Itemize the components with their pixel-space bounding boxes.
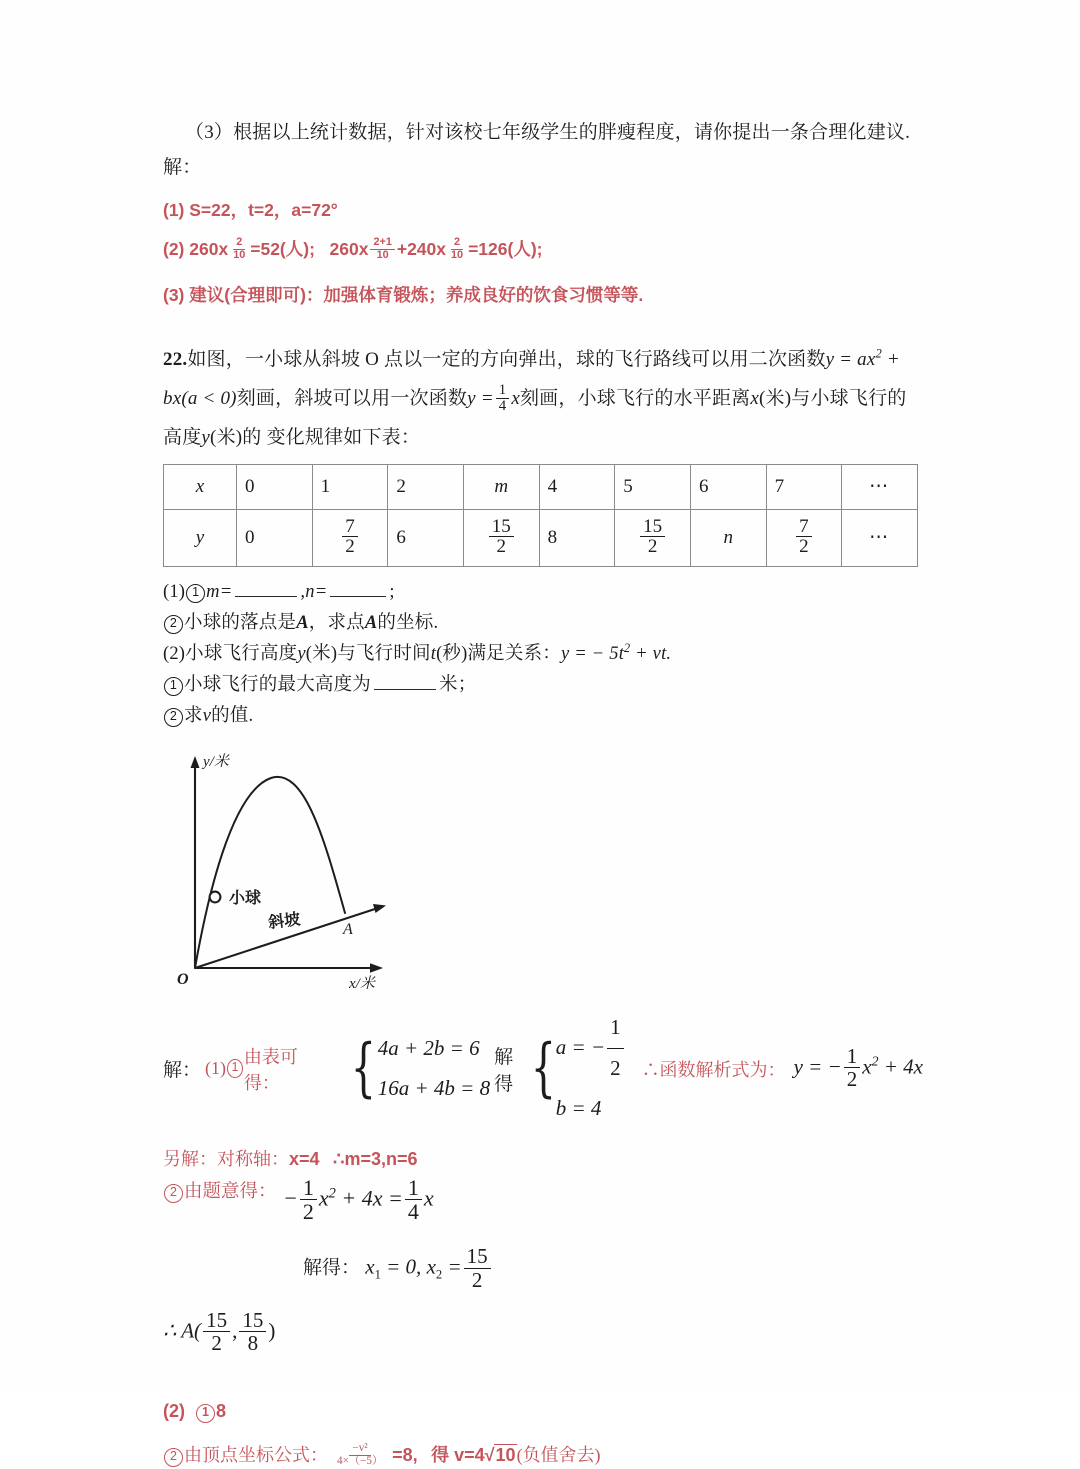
solution-line-1 bbox=[163, 1009, 923, 1130]
cell-x-2: 2 bbox=[388, 464, 464, 509]
sub-1-end: ; bbox=[389, 581, 395, 602]
function-expression bbox=[794, 1046, 923, 1091]
y-axis-label: y/米 bbox=[203, 753, 229, 770]
slope-fraction: $\frac{1}{4}$ bbox=[496, 383, 510, 415]
n-equals: ,n= bbox=[300, 581, 328, 602]
problem-22-formula-1: y = ax bbox=[825, 349, 876, 371]
sub-2-text-b: (米)与飞行时间 bbox=[305, 644, 431, 665]
sub-2-formula-tail: + vt. bbox=[630, 644, 672, 665]
vertex-formula-fraction: $\frac{\text{−v²}}{4\times(-5)}$ bbox=[337, 1442, 384, 1468]
answer-line-2 bbox=[163, 236, 923, 262]
cell-x-4: 4 bbox=[539, 464, 615, 509]
solution-3-prefix: (2) bbox=[163, 1400, 185, 1421]
result-a-lhs: a = − bbox=[555, 1034, 606, 1059]
cell-y-5 bbox=[615, 509, 691, 566]
cell-y-3 bbox=[463, 509, 539, 566]
sub-2-2-text-a: 求 bbox=[184, 705, 203, 726]
parabola-trajectory bbox=[195, 777, 345, 968]
answer-line-3: (3) 建议(合理即可)：加强体育锻炼；养成良好的饮食习惯等等. bbox=[163, 285, 644, 306]
sub-2-formula: y = − 5t bbox=[560, 644, 625, 665]
solution-label: 解： bbox=[163, 157, 202, 179]
cell-y-1 bbox=[312, 509, 388, 566]
alt-axis-value: x=4 bbox=[289, 1149, 320, 1170]
point-a-ref2: A bbox=[364, 612, 378, 633]
answer2-end: =126(人); bbox=[468, 238, 543, 259]
blank-m[interactable] bbox=[235, 580, 297, 597]
eq2-x1-sub: 1 bbox=[374, 1268, 381, 1283]
answer2-second: 260x bbox=[329, 238, 369, 259]
cell-x-6: 6 bbox=[690, 464, 766, 509]
solution-circled-1-icon-c: 1 bbox=[196, 1404, 215, 1423]
problem-number: 22. bbox=[163, 349, 188, 371]
cell-x-1: 1 bbox=[312, 464, 388, 509]
solution-circled-2-icon: 2 bbox=[164, 1184, 183, 1203]
system-equations bbox=[378, 1029, 490, 1109]
alt-label: 另解：对称轴： bbox=[163, 1149, 289, 1170]
var-x: x bbox=[750, 388, 760, 410]
subquestion-2 bbox=[163, 638, 923, 670]
table-row-y bbox=[164, 509, 918, 566]
v-result-prefix: 得 v=4 bbox=[431, 1444, 485, 1465]
alt-mn-values: ∴m=3,n=6 bbox=[333, 1149, 418, 1170]
cell-x-3: m bbox=[463, 464, 539, 509]
sub-questions bbox=[163, 577, 923, 732]
fraction-1-2-func: $\frac{1}{2}$ bbox=[844, 1045, 861, 1090]
answer2-fraction-1: $\frac{2}{10}$ bbox=[233, 236, 246, 261]
cell-x-0: 0 bbox=[237, 464, 313, 509]
figure-svg bbox=[173, 750, 593, 990]
point-a-fraction-x: $\frac{15}{2}$ bbox=[203, 1309, 230, 1354]
cell-y-0: 0 bbox=[237, 509, 313, 566]
func-lhs: y = − bbox=[793, 1054, 842, 1079]
circled-1-icon-b: 1 bbox=[164, 677, 183, 696]
eq1-minus: − bbox=[283, 1185, 298, 1211]
system-eq-1: 4a + 2b = 6 bbox=[377, 1036, 480, 1061]
problem-22-line2a: 刻画，斜坡可以用一次函数 bbox=[236, 388, 468, 410]
cell-y-7 bbox=[766, 509, 842, 566]
formula-1-tail: + bbox=[881, 349, 900, 371]
solution-2-part-2 bbox=[163, 1441, 923, 1469]
sub-2-var-t: t bbox=[430, 644, 437, 665]
problem-22-line2b: 刻画，小球飞行的水平距离 bbox=[519, 388, 751, 410]
sub-2-2-var-v: v bbox=[202, 705, 212, 726]
point-a-label: A bbox=[343, 920, 353, 938]
sub-2-text-a: (2)小球飞行高度 bbox=[163, 644, 298, 665]
equation-line-1 bbox=[283, 1177, 923, 1224]
problem-22-line3a: 高度 bbox=[163, 427, 202, 448]
answer2-fraction-2: $\frac{2+1}{10}$ bbox=[370, 237, 394, 261]
ball-marker-icon bbox=[210, 891, 221, 902]
answer-line-1: (1) S=22，t=2，a=72° bbox=[163, 199, 338, 220]
sub-2-var-y: y bbox=[297, 644, 306, 665]
sub-2-2-text-b: 的值. bbox=[211, 705, 254, 726]
answer2-fraction-3: $\frac{2}{10}$ bbox=[451, 236, 464, 261]
problem-22-formula-3: y = bbox=[467, 388, 494, 410]
circled-2-icon-b: 2 bbox=[164, 708, 183, 727]
point-a-suffix: ) bbox=[268, 1317, 276, 1342]
solution-circled-1-icon: 1 bbox=[227, 1059, 243, 1078]
sub-2-text-c: (秒)满足关系： bbox=[436, 644, 561, 665]
eq2-equals: = bbox=[442, 1254, 462, 1279]
cell-y-8: ⋯ bbox=[842, 509, 918, 566]
system-brace-left: { bbox=[350, 1031, 377, 1106]
problem-22-statement bbox=[163, 341, 923, 458]
m-equals: m= bbox=[206, 581, 233, 602]
eq2-x2: x bbox=[426, 1254, 436, 1279]
vertex-formula-equals: =8, bbox=[392, 1444, 418, 1465]
question-3-prompt: （3）根据以上统计数据，针对该校七年级学生的胖瘦程度，请你提出一条合理化建议. bbox=[185, 122, 911, 143]
slope-arrowhead bbox=[373, 904, 386, 913]
subquestion-2-2 bbox=[163, 701, 923, 732]
value-table bbox=[163, 464, 918, 567]
x-axis-arrowhead bbox=[370, 963, 383, 973]
problem-22-formula-2: bx(a < 0) bbox=[163, 388, 237, 410]
cell-x-7: 7 bbox=[766, 464, 842, 509]
circled-2-icon: 2 bbox=[164, 615, 183, 634]
x-axis-label: x/米 bbox=[349, 975, 375, 990]
subquestion-1-1 bbox=[163, 577, 923, 608]
cell-x-5: 5 bbox=[615, 464, 691, 509]
cell-y-2: 6 bbox=[388, 509, 464, 566]
subquestion-1-2 bbox=[163, 608, 923, 639]
answer2-mid: =52(人); bbox=[250, 238, 315, 259]
formula-3-tail: x bbox=[511, 388, 520, 410]
therefore-text: ∴函数解析式为： bbox=[641, 1059, 786, 1080]
fraction-1-2: $\frac{1}{2}$ bbox=[607, 1008, 624, 1089]
system-result-b: b = 4 bbox=[555, 1096, 602, 1121]
blank-n[interactable] bbox=[330, 580, 386, 597]
sub-1-2-text-b: ，求点 bbox=[308, 612, 365, 633]
eq1-exponent: 2 bbox=[328, 1185, 336, 1202]
sub-1-2-text-c: 的坐标. bbox=[377, 612, 439, 633]
fraction-7-2-b: $\frac{7}{2}$ bbox=[796, 517, 812, 558]
system-brace-right: { bbox=[530, 1031, 556, 1106]
row-label-x: x bbox=[164, 464, 237, 509]
equation-line-2 bbox=[303, 1246, 923, 1291]
problem-22-line1: 如图，一小球从斜坡 O 点以一定的方向弹出，球的飞行路线可以用二次函数 bbox=[187, 349, 826, 371]
solution-circled-2-icon-c: 2 bbox=[164, 1448, 183, 1467]
eq1-fraction-1-4: $\frac{1}{4}$ bbox=[405, 1176, 422, 1223]
table-row-x bbox=[164, 464, 918, 509]
circled-1-icon: 1 bbox=[186, 584, 205, 603]
func-x: x bbox=[862, 1054, 872, 1079]
slope-label: 斜坡 bbox=[267, 910, 302, 932]
cell-y-6: n bbox=[690, 509, 766, 566]
sub-1-prefix: (1) bbox=[163, 581, 186, 602]
cell-x-8: ⋯ bbox=[842, 464, 918, 509]
point-a-fraction-y: $\frac{15}{8}$ bbox=[239, 1309, 266, 1354]
jiede-label: 解得 bbox=[494, 1046, 514, 1095]
eq1-fraction-1-2: $\frac{1}{2}$ bbox=[300, 1176, 317, 1223]
page-content bbox=[163, 0, 923, 1469]
blank-max-height[interactable] bbox=[374, 673, 436, 690]
solution-lead: 解： bbox=[163, 1060, 202, 1082]
point-a-ref1: A bbox=[296, 612, 309, 633]
sub-2-formula-exponent: 2 bbox=[624, 641, 631, 656]
problem-22-line2c: (米)与小球飞行的 bbox=[759, 388, 907, 410]
sub-1-2-text-a: 小球的落点是 bbox=[184, 612, 297, 633]
solution-2-part-1 bbox=[163, 1401, 923, 1423]
row-label-y: y bbox=[164, 509, 237, 566]
fraction-15-2-b: $\frac{15}{2}$ bbox=[640, 517, 665, 558]
solution-3-value: 8 bbox=[216, 1400, 227, 1421]
eq2-fraction-15-2: $\frac{15}{2}$ bbox=[464, 1245, 491, 1290]
subquestion-2-1 bbox=[163, 670, 923, 701]
origin-label: O bbox=[177, 970, 189, 988]
cell-y-4: 8 bbox=[539, 509, 615, 566]
sqrt-icon: √10 bbox=[484, 1444, 516, 1465]
point-a-comma: , bbox=[232, 1317, 238, 1342]
sub-2-1-text-a: 小球飞行的最大高度为 bbox=[184, 675, 372, 696]
solution-4-text: 由顶点坐标公式： bbox=[184, 1444, 328, 1465]
point-a-result bbox=[163, 1307, 923, 1355]
var-y: y bbox=[201, 427, 211, 448]
func-exponent: 2 bbox=[871, 1053, 879, 1069]
sub-2-1-text-b: 米； bbox=[439, 675, 477, 696]
problem-22-line3b: (米)的 变化规律如下表： bbox=[210, 427, 421, 448]
system-results bbox=[556, 1009, 626, 1130]
alternative-solution-line bbox=[163, 1145, 923, 1171]
fraction-15-2-a: $\frac{15}{2}$ bbox=[489, 517, 514, 558]
system-eq-2: 16a + 4b = 8 bbox=[377, 1075, 491, 1100]
v-result-suffix: (负值舍去) bbox=[516, 1444, 601, 1465]
problem-figure bbox=[173, 750, 923, 995]
eq2-mid: = 0, bbox=[380, 1254, 427, 1279]
eq1-x: x bbox=[318, 1185, 329, 1211]
y-axis-arrowhead bbox=[191, 756, 200, 768]
fraction-7-2-a: $\frac{7}{2}$ bbox=[342, 517, 358, 558]
point-a-prefix: ∴ A( bbox=[163, 1317, 202, 1342]
solution-2-text: 由题意得： bbox=[184, 1182, 277, 1203]
solution-1-text: 由表可得： bbox=[243, 1046, 298, 1093]
solution-1-prefix: (1) bbox=[205, 1058, 227, 1079]
answer2-prefix: (2) 260x bbox=[163, 238, 229, 259]
eq2-jiede: 解得： bbox=[303, 1257, 361, 1279]
eq1-mid: + 4x = bbox=[335, 1185, 403, 1211]
formula-1-exponent: 2 bbox=[875, 346, 882, 361]
eq2-x2-sub: 2 bbox=[435, 1268, 443, 1283]
answer2-plus: +240x bbox=[396, 238, 447, 259]
eq2-x1: x bbox=[365, 1254, 375, 1279]
func-end: + 4x bbox=[878, 1054, 923, 1079]
eq1-rhs-x: x bbox=[423, 1185, 434, 1211]
ball-label: 小球 bbox=[229, 889, 262, 907]
system-result-a bbox=[556, 1009, 626, 1090]
